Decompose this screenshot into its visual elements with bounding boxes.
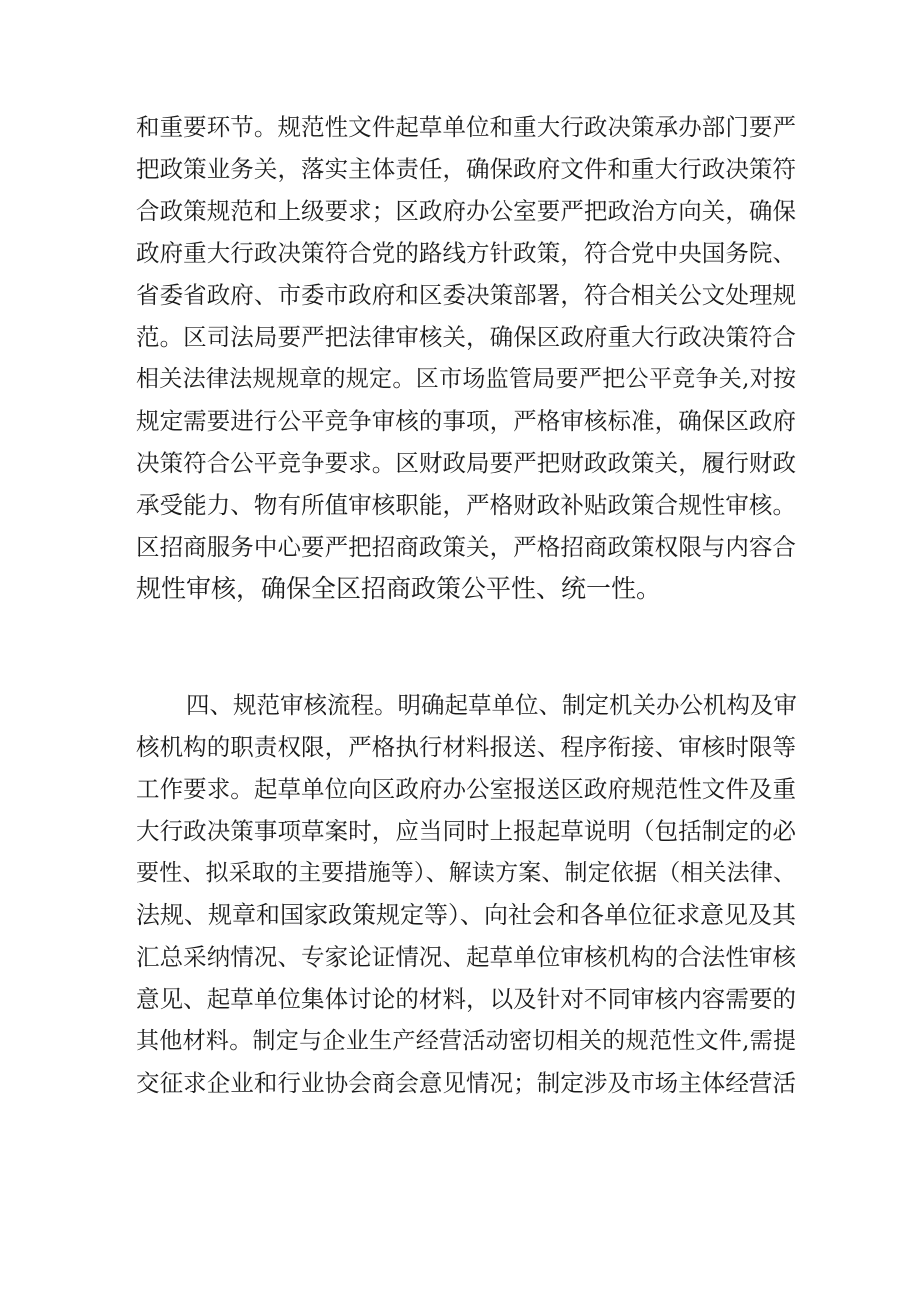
paragraph-line: 工作要求。起草单位向区政府办公室报送区政府规范性文件及重 [136,775,796,803]
paragraph-line: 省委省政府、市委市政府和区委决策部署，符合相关公文处理规 [136,281,796,309]
paragraph-line: 汇总采纳情况、专家论证情况、起草单位审核机构的合法性审核 [136,943,796,971]
paragraph-line: 规性审核，确保全区招商政策公平性、统一性。 [136,574,662,603]
paragraph-line: 交征求企业和行业协会商会意见情况；制定涉及市场主体经营活 [136,1069,796,1097]
paragraph-line: 意见、起草单位集体讨论的材料，以及针对不同审核内容需要的 [136,985,796,1013]
paragraph-line: 核机构的职责权限，严格执行材料报送、程序衔接、审核时限等 [136,733,796,761]
paragraph-line: 承受能力、物有所值审核职能，严格财政补贴政策合规性审核。 [136,491,796,519]
paragraph-line: 相关法律法规规章的规定。区市场监管局要严把公平竞争关,对按 [136,366,796,392]
paragraph-line: 政府重大行政决策符合党的路线方针政策，符合党中央国务院、 [136,239,796,267]
paragraph-line: 和重要环节。规范性文件起草单位和重大行政决策承办部门要严 [136,113,796,141]
paragraph-line: 规定需要进行公平竞争审核的事项，严格审核标准，确保区政府 [136,407,796,435]
paragraph-line: 大行政决策事项草案时，应当同时上报起草说明（包括制定的必 [136,817,796,845]
paragraph-review-process [136,684,796,1104]
paragraph-line: 把政策业务关，落实主体责任，确保政府文件和重大行政决策符 [136,155,796,183]
paragraph-line: 范。区司法局要严把法律审核关，确保区政府重大行政决策符合 [136,323,796,351]
paragraph-line: 要性、拟采取的主要措施等）、解读方案、制定依据（相关法律、 [136,860,796,886]
paragraph-line: 四、规范审核流程。明确起草单位、制定机关办公机构及审 [186,691,797,719]
paragraph-line: 其他材料。制定与企业生产经营活动密切相关的规范性文件,需提 [136,1028,796,1054]
paragraph-line: 法规、规章和国家政策规定等）、向社会和各单位征求意见及其 [136,901,796,929]
paragraph-responsibilities [136,106,796,610]
paragraph-line: 区招商服务中心要严把招商政策关，严格招商政策权限与内容合 [136,533,796,561]
paragraph-line: 合政策规范和上级要求；区政府办公室要严把政治方向关，确保 [136,197,796,225]
paragraph-line: 决策符合公平竞争要求。区财政局要严把财政政策关，履行财政 [136,449,796,477]
